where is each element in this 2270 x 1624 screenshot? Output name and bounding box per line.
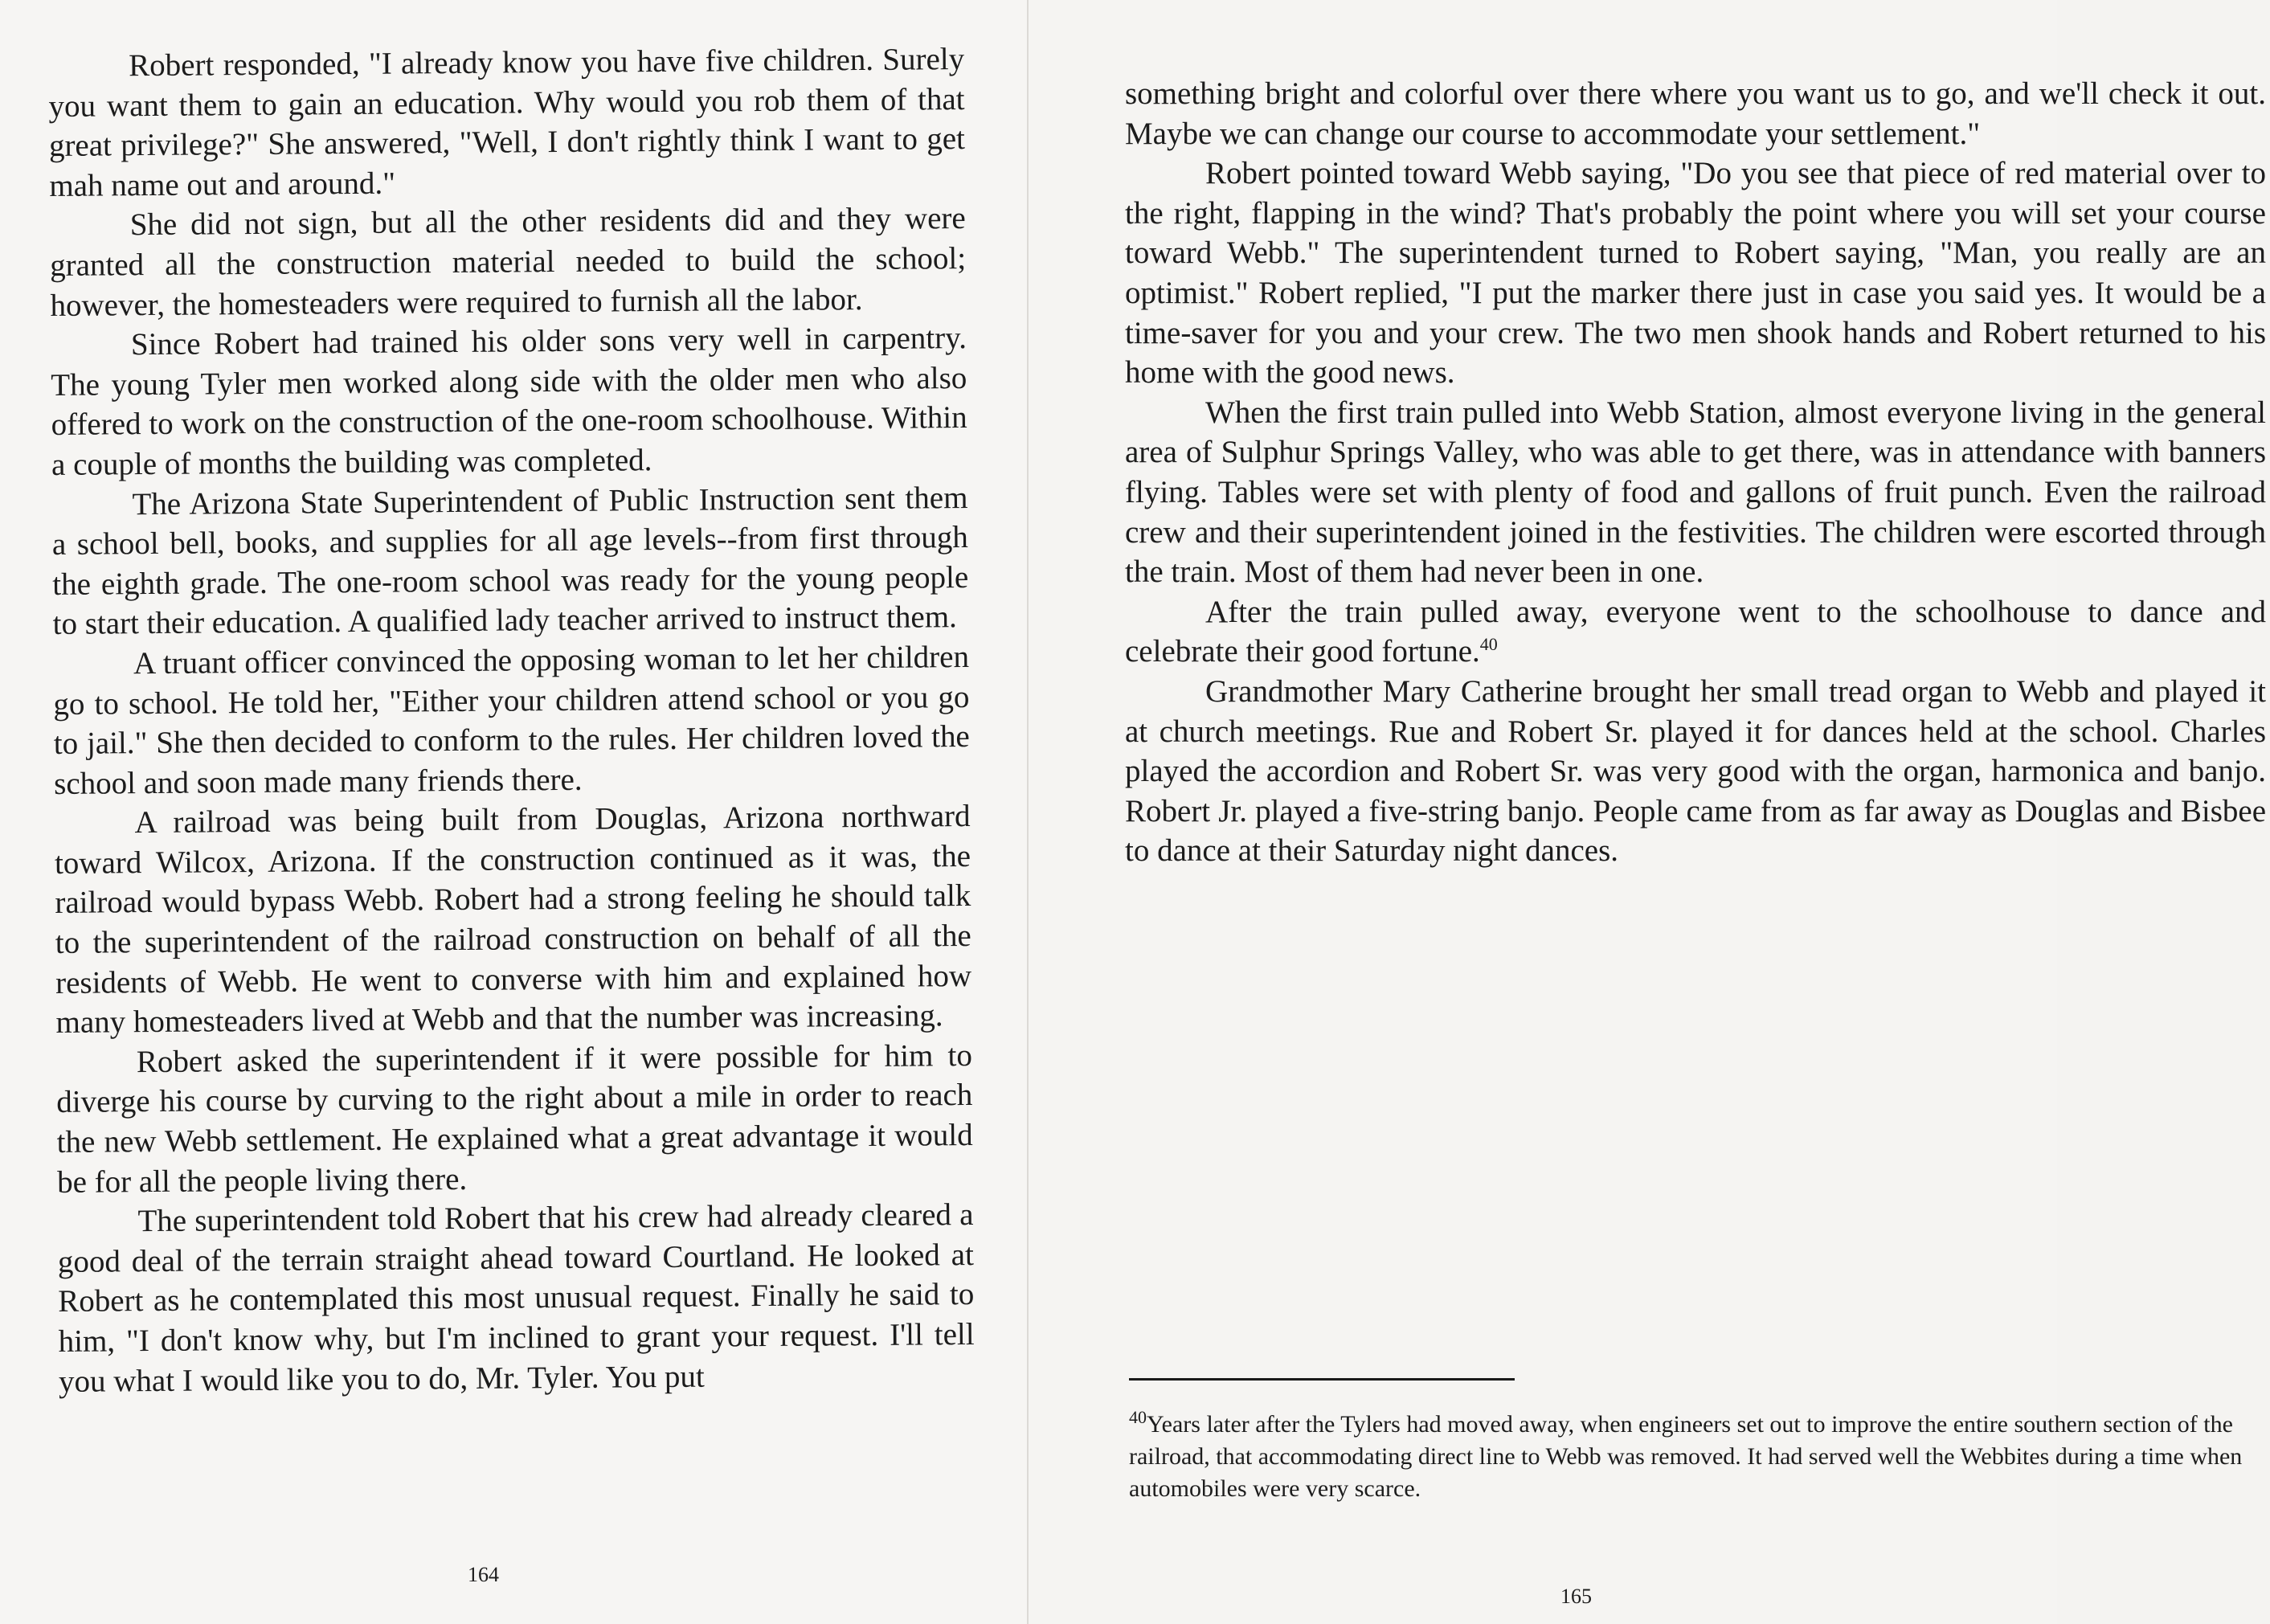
paragraph: The superintendent told Robert that his crew had already cleared a good deal of the terrain straight ahead toward Courtland. He looked at Robert as he contemplated this most unusual request. Finally he said to him, "I don't know why, but I'm inclined to grant your request. I'll tell you what I would like you to do, Mr. Tyler. You put xyxy=(57,1197,975,1399)
footnote-reference[interactable]: 40 xyxy=(1479,634,1498,655)
paragraph: When the first train pulled into Webb Station, almost everyone living in the general area of Sulphur Springs Valley, who was able to get there, was in attendance with banners flying. Tables were set with plenty of food and gallons of fruit punch. Even the railroad crew and their superintendent joined in the festivities. The children were escorted through the train. Most of them had never been in one. xyxy=(1125,395,2266,590)
paragraph-with-footnote xyxy=(1125,592,2266,672)
left-page-body xyxy=(48,39,975,1401)
right-page-body xyxy=(1125,74,2266,871)
footnote-marker: 40 xyxy=(1129,1407,1147,1427)
footnote xyxy=(1129,1409,2270,1505)
footnote-divider xyxy=(1129,1378,1515,1381)
paragraph: Since Robert had trained his older sons very well in carpentry. The young Tyler men worked along side with the older men who also offered to work on the construction of the one-room schoolhouse. Within a couple of months the building was completed. xyxy=(51,321,967,482)
paragraph: The Arizona State Superintendent of Public Instruction sent them a school bell, books, and supplies for all age levels--from first through the eighth grade. The one-room school was ready for the young people to start their education. A qualified lady teacher arrived to instruct them. xyxy=(51,480,969,642)
paragraph: something bright and colorful over there where you want us to go, and we'll check it out. Maybe we can change our course to accommodate your settlement." xyxy=(1125,76,2266,151)
paragraph: A railroad was being built from Douglas, Arizona northward toward Wilcox, Arizona. If the construction continued as it was, the railroad would bypass Webb. Robert had a strong feeling he should talk to the superintendent of the railroad construction on behalf of all the residents of Webb. He went to converse with him and explained how many homesteaders lived at Webb and that the number was increasing. xyxy=(54,799,972,1041)
right-page xyxy=(1029,0,2266,1624)
page-number: 164 xyxy=(468,1563,499,1586)
page-number: 165 xyxy=(1560,1585,1592,1608)
paragraph: She did not sign, but all the other residents did and they were granted all the construction material needed to build the school; however, the homesteaders were required to furnish all the labor. xyxy=(49,201,967,323)
paragraph: A truant officer convinced the opposing woman to let her children go to school. He told her, "Either your children attend school or you go to jail." She then decided to conform to the rules. Her children loved the school and soon made many friends there. xyxy=(53,639,970,801)
footnote-text: Years later after the Tylers had moved away, when engineers set out to improve the entire southern section of the railroad, that accommodating direct line to Webb was removed. It had served well the Webbites during a time when automobiles were very scarce. xyxy=(1129,1411,2243,1502)
paragraph: Grandmother Mary Catherine brought her small tread organ to Webb and played it at church meetings. Rue and Robert Sr. played it for dances held at the school. Charles played the accordion and Robert Sr. was very good with the organ, harmonica and banjo. Robert Jr. played a five-string banjo. People came from as far away as Douglas and Bisbee to dance at their Saturday night dances. xyxy=(1125,673,2266,869)
paragraph-text: After the train pulled away, everyone went to the schoolhouse to dance and celebrate their good fortune. xyxy=(1125,594,2266,669)
paragraph: Robert responded, "I already know you have five children. Surely you want them to gain an education. Why would you rob them of that great privilege?" She answered, "Well, I don't rightly think I want to get mah name out and around." xyxy=(48,42,966,203)
paragraph: Robert pointed toward Webb saying, "Do you see that piece of red material over to the right, flapping in the wind? That's probably the point where you will set your course toward Webb." The superintendent turned to Robert saying, "Man, you really are an optimist." Robert replied, "I put the marker there just in case you said yes. It would be a time-saver for you and your crew. The two men shook hands and Robert returned to his home with the good news. xyxy=(1125,156,2266,391)
left-page xyxy=(0,0,1029,1624)
paragraph: Robert asked the superintendent if it were possible for him to diverge his course by curving to the right about a mile in order to reach the new Webb settlement. He explained what a great advantage it would be for all the people living there. xyxy=(56,1037,973,1200)
